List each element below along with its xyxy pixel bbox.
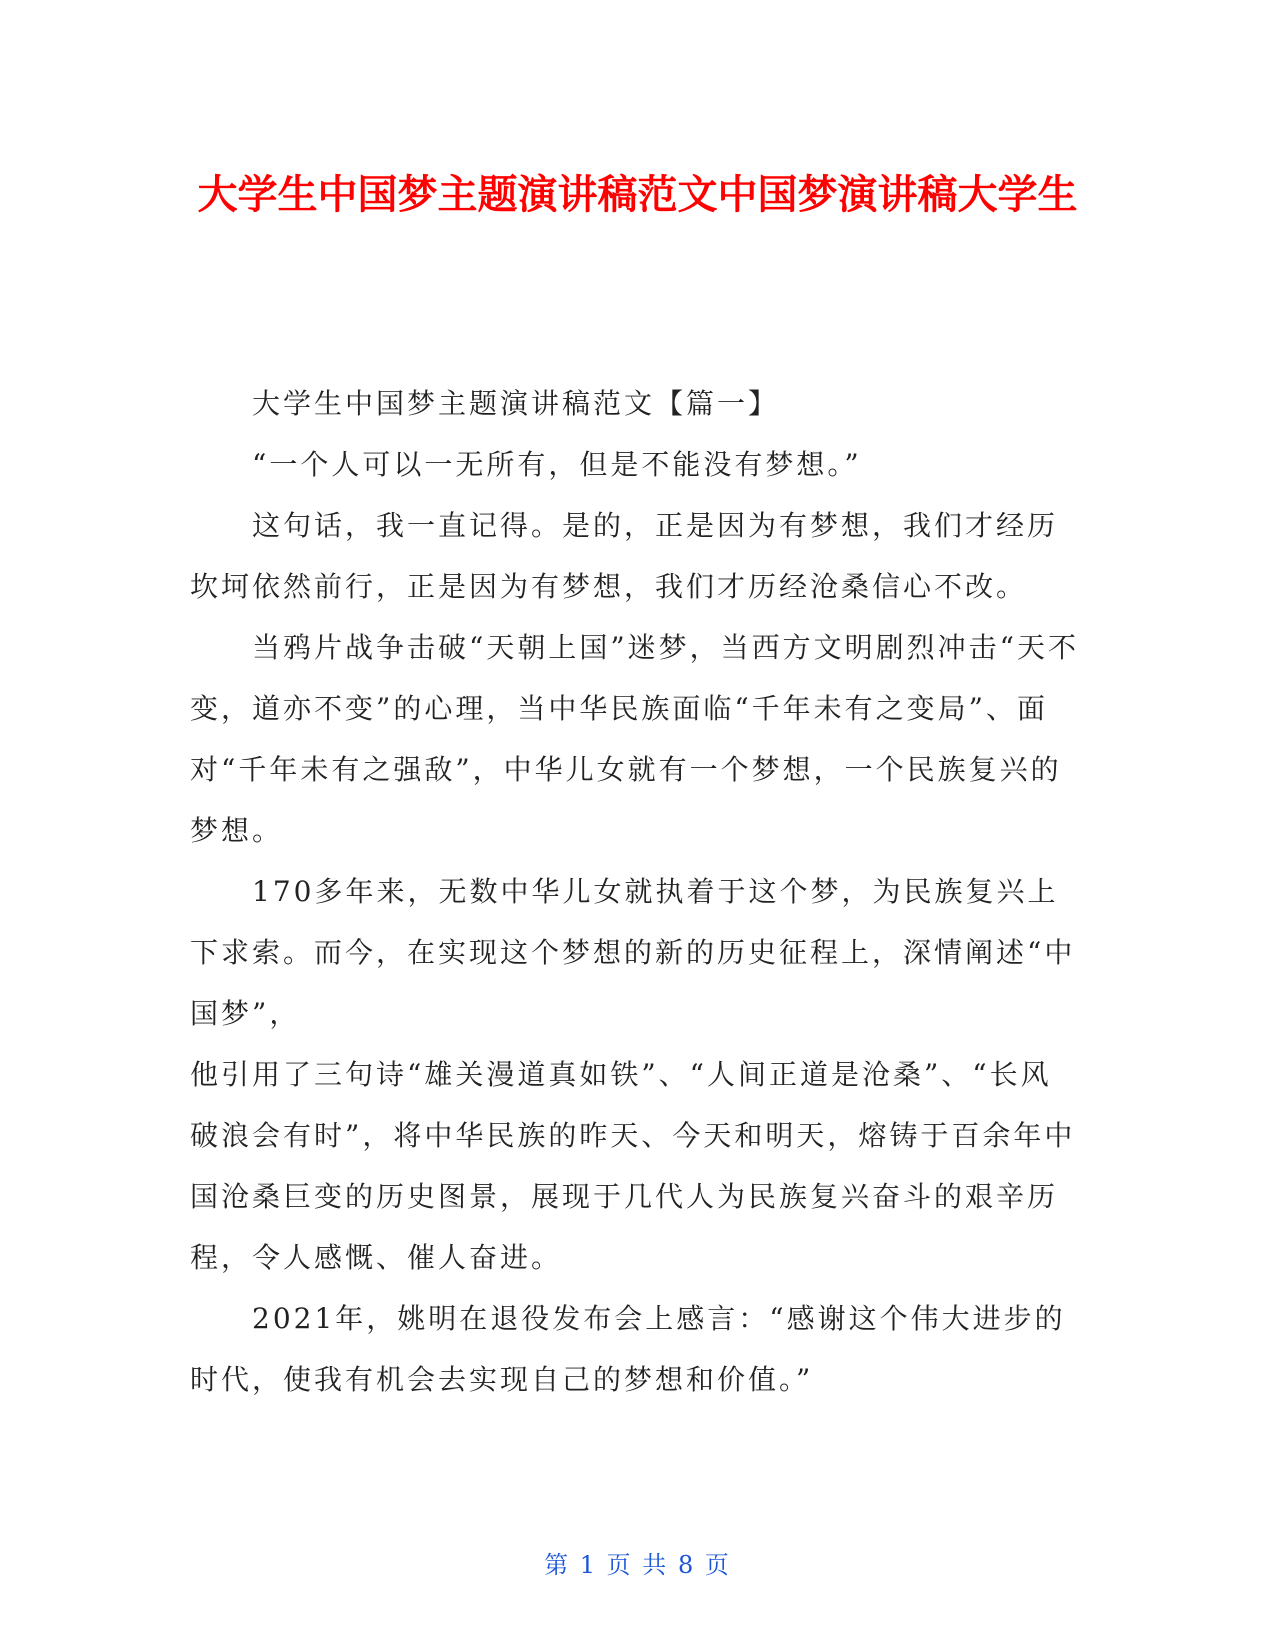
paragraph: 2021年，姚明在退役发布会上感言：“感谢这个伟大进步的时代，使我有机会去实现自己的梦想和价值。” [190,1302,1066,1396]
paragraph: 170多年来，无数中华儿女就执着于这个梦，为民族复兴上下求索。而今，在实现这个梦想的新的历史征程上，深情阐述“中国梦”， [190,875,1076,1030]
paragraph: 当鸦片战争击破“天朝上国”迷梦，当西方文明剧烈冲击“天不变，道亦不变”的心理，当中华民族面临“千年未有之变局”、面对“千年未有之强敌”，中华儿女就有一个梦想，一个民族复兴的梦想。 [190,631,1079,847]
page-number-label: 第 1 页 共 8 页 [544,1551,731,1579]
paragraph: “一个人可以一无所有，但是不能没有梦想。” [252,448,862,481]
page-footer [0,1545,1275,1580]
paragraph: 这句话，我一直记得。是的，正是因为有梦想，我们才经历坎坷依然前行，正是因为有梦想，我们才历经沧桑信心不改。 [190,509,1059,603]
document-title: 大学生中国梦主题演讲稿范文中国梦演讲稿大学生 [197,172,1078,218]
section-heading: 大学生中国梦主题演讲稿范文【篇一】 [252,387,780,420]
document-body [190,373,1080,1410]
paragraph: 他引用了三句诗“雄关漫道真如铁”、“人间正道是沧桑”、“长风破浪会有时”，将中华民族的昨天、今天和明天，熔铸于百余年中国沧桑巨变的历史图景，展现于几代人为民族复兴奋斗的艰辛历程，令人感慨、催人奋进。 [190,1058,1076,1274]
